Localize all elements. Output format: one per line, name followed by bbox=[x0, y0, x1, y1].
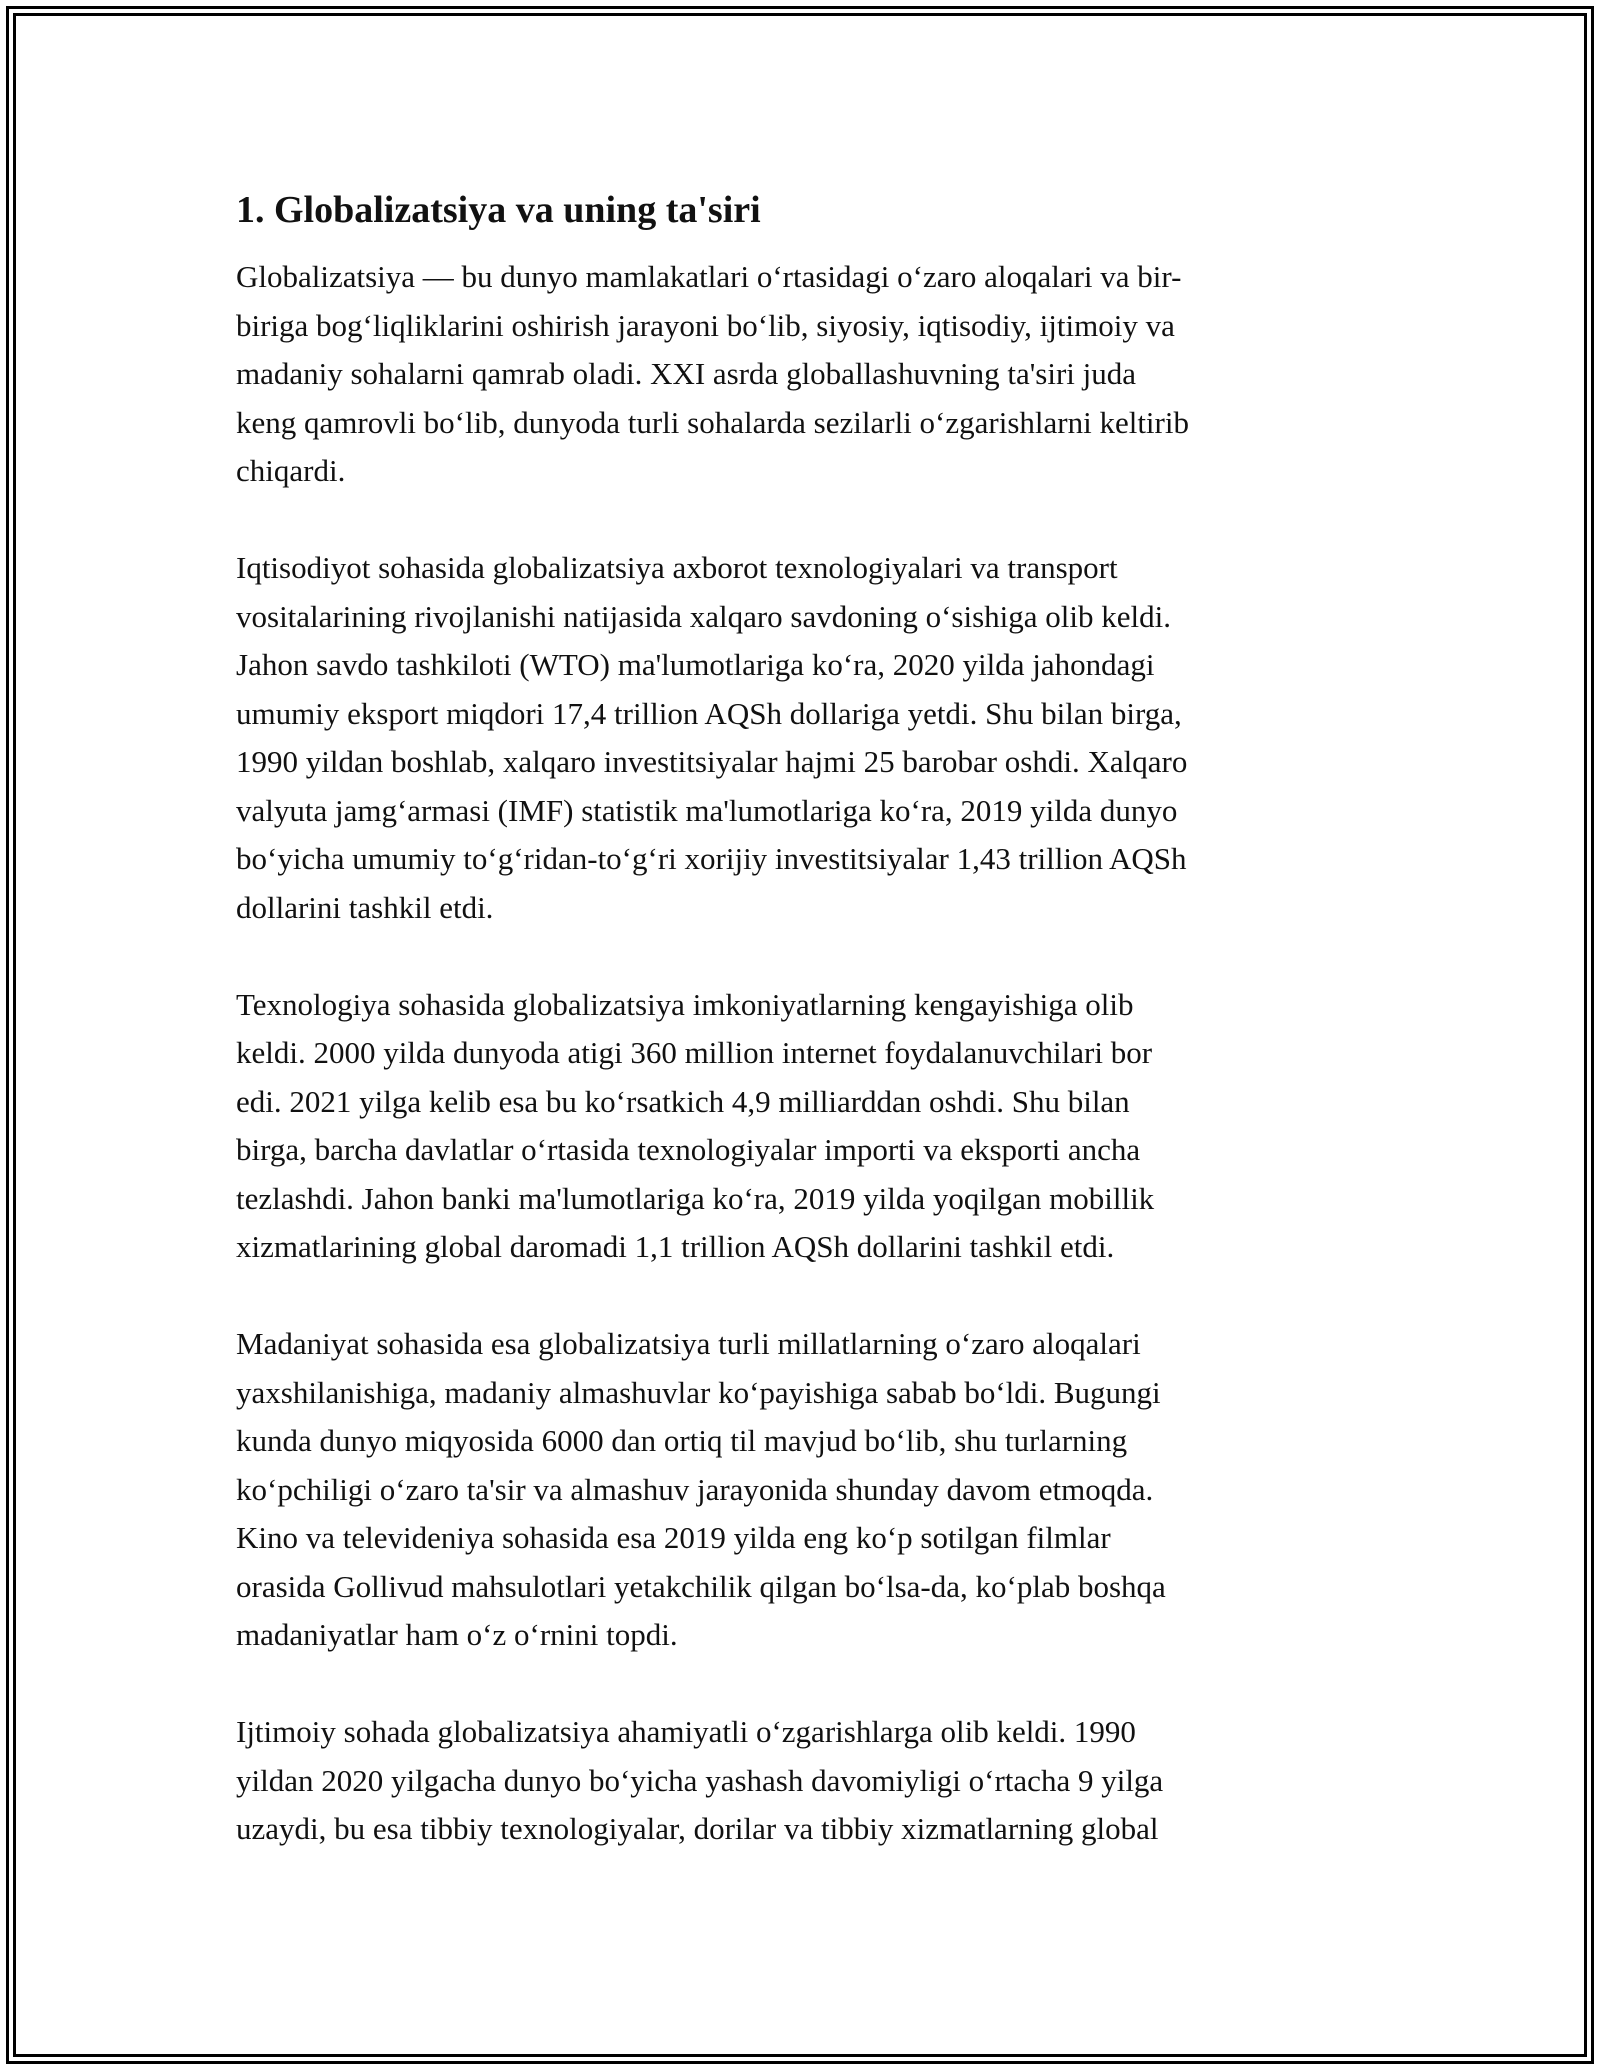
text-line: yaxshilanishiga, madaniy almashuvlar koʻpayishiga sabab boʻldi. Bugungi bbox=[236, 1374, 1161, 1410]
text-line: Globalizatsiya — bu dunyo mamlakatlari oʻrtasidagi oʻzaro aloqalari va bir- bbox=[236, 259, 1182, 294]
text-line: orasida Gollivud mahsulotlari yetakchilik qilgan boʻlsa-da, koʻplab boshqa bbox=[236, 1568, 1166, 1604]
document-title: 1. Globalizatsiya va uning ta'siri bbox=[236, 189, 761, 231]
text-line: Ijtimoiy sohada globalizatsiya ahamiyatli oʻzgarishlarga olib keldi. 1990 bbox=[236, 1714, 1136, 1749]
text-line: Kino va televideniya sohasida esa 2019 yilda eng koʻp sotilgan filmlar bbox=[236, 1520, 1111, 1555]
paragraph-society bbox=[236, 1708, 1376, 1854]
text-line: chiqardi. bbox=[236, 453, 346, 488]
text-line: dollarini tashkil etdi. bbox=[236, 889, 494, 925]
text-line: kunda dunyo miqyosida 6000 dan ortiq til mavjud boʻlib, shu turlarning bbox=[236, 1423, 1128, 1458]
text-line: Texnologiya sohasida globalizatsiya imkoniyatlarning kengayishiga olib bbox=[236, 986, 1134, 1022]
text-line: valyuta jamgʻarmasi (IMF) statistik ma'lumotlariga koʻra, 2019 yilda dunyo bbox=[236, 792, 1178, 828]
text-line: biriga bogʻliqliklarini oshirish jarayoni boʻlib, siyosiy, iqtisodiy, ijtimoiy va bbox=[236, 307, 1175, 343]
text-line: koʻpchiligi oʻzaro ta'sir va almashuv jarayonida shunday davom etmoqda. bbox=[236, 1471, 1154, 1507]
text-line: xizmatlarining global daromadi 1,1 trillion AQSh dollarini tashkil etdi. bbox=[236, 1229, 1115, 1264]
text-line: edi. 2021 yilga kelib esa bu koʻrsatkich 4,9 milliarddan oshdi. Shu bilan bbox=[236, 1083, 1130, 1119]
text-line: keldi. 2000 yilda dunyoda atigi 360 million internet foydalanuvchilari bor bbox=[236, 1035, 1153, 1070]
text-line: madaniyatlar ham oʻz oʻrnini topdi. bbox=[236, 1617, 678, 1652]
text-line: Madaniyat sohasida esa globalizatsiya turli millatlarning oʻzaro aloqalari bbox=[236, 1326, 1141, 1361]
text-line: madaniy sohalarni qamrab oladi. XXI asrda globallashuvning ta'siri juda bbox=[236, 356, 1137, 391]
text-line: 1990 yildan boshlab, xalqaro investitsiyalar hajmi 25 barobar oshdi. Xalqaro bbox=[236, 744, 1188, 779]
text-line: keng qamrovli boʻlib, dunyoda turli sohalarda sezilarli oʻzgarishlarni keltirib bbox=[236, 404, 1189, 440]
text-line: umumiy eksport miqdori 17,4 trillion AQSh dollariga yetdi. Shu bilan birga, bbox=[236, 695, 1182, 731]
text-line: birga, barcha davlatlar oʻrtasida texnologiyalar importi va eksporti ancha bbox=[236, 1132, 1141, 1167]
text-line: tezlashdi. Jahon banki ma'lumotlariga koʻra, 2019 yilda yoqilgan mobillik bbox=[236, 1180, 1155, 1216]
paragraph-technology bbox=[236, 981, 1376, 1272]
text-line: Jahon savdo tashkiloti (WTO) ma'lumotlariga koʻra, 2020 yilda jahondagi bbox=[236, 647, 1155, 682]
document-body bbox=[236, 185, 1376, 1902]
text-line: uzaydi, bu esa tibbiy texnologiyalar, dorilar va tibbiy xizmatlarning global bbox=[236, 1811, 1159, 1846]
text-line: yildan 2020 yilgacha dunyo boʻyicha yashash davomiyligi oʻrtacha 9 yilga bbox=[236, 1762, 1164, 1798]
paragraph-culture bbox=[236, 1320, 1376, 1660]
paragraph-economy bbox=[236, 544, 1376, 932]
paragraph-introduction bbox=[236, 253, 1376, 496]
text-line: boʻyicha umumiy toʻgʻridan-toʻgʻri xorijiy investitsiyalar 1,43 trillion AQSh bbox=[236, 841, 1187, 876]
text-line: Iqtisodiyot sohasida globalizatsiya axborot texnologiyalari va transport bbox=[236, 550, 1118, 585]
text-line: vositalarining rivojlanishi natijasida xalqaro savdoning oʻsishiga olib keldi. bbox=[236, 598, 1172, 634]
